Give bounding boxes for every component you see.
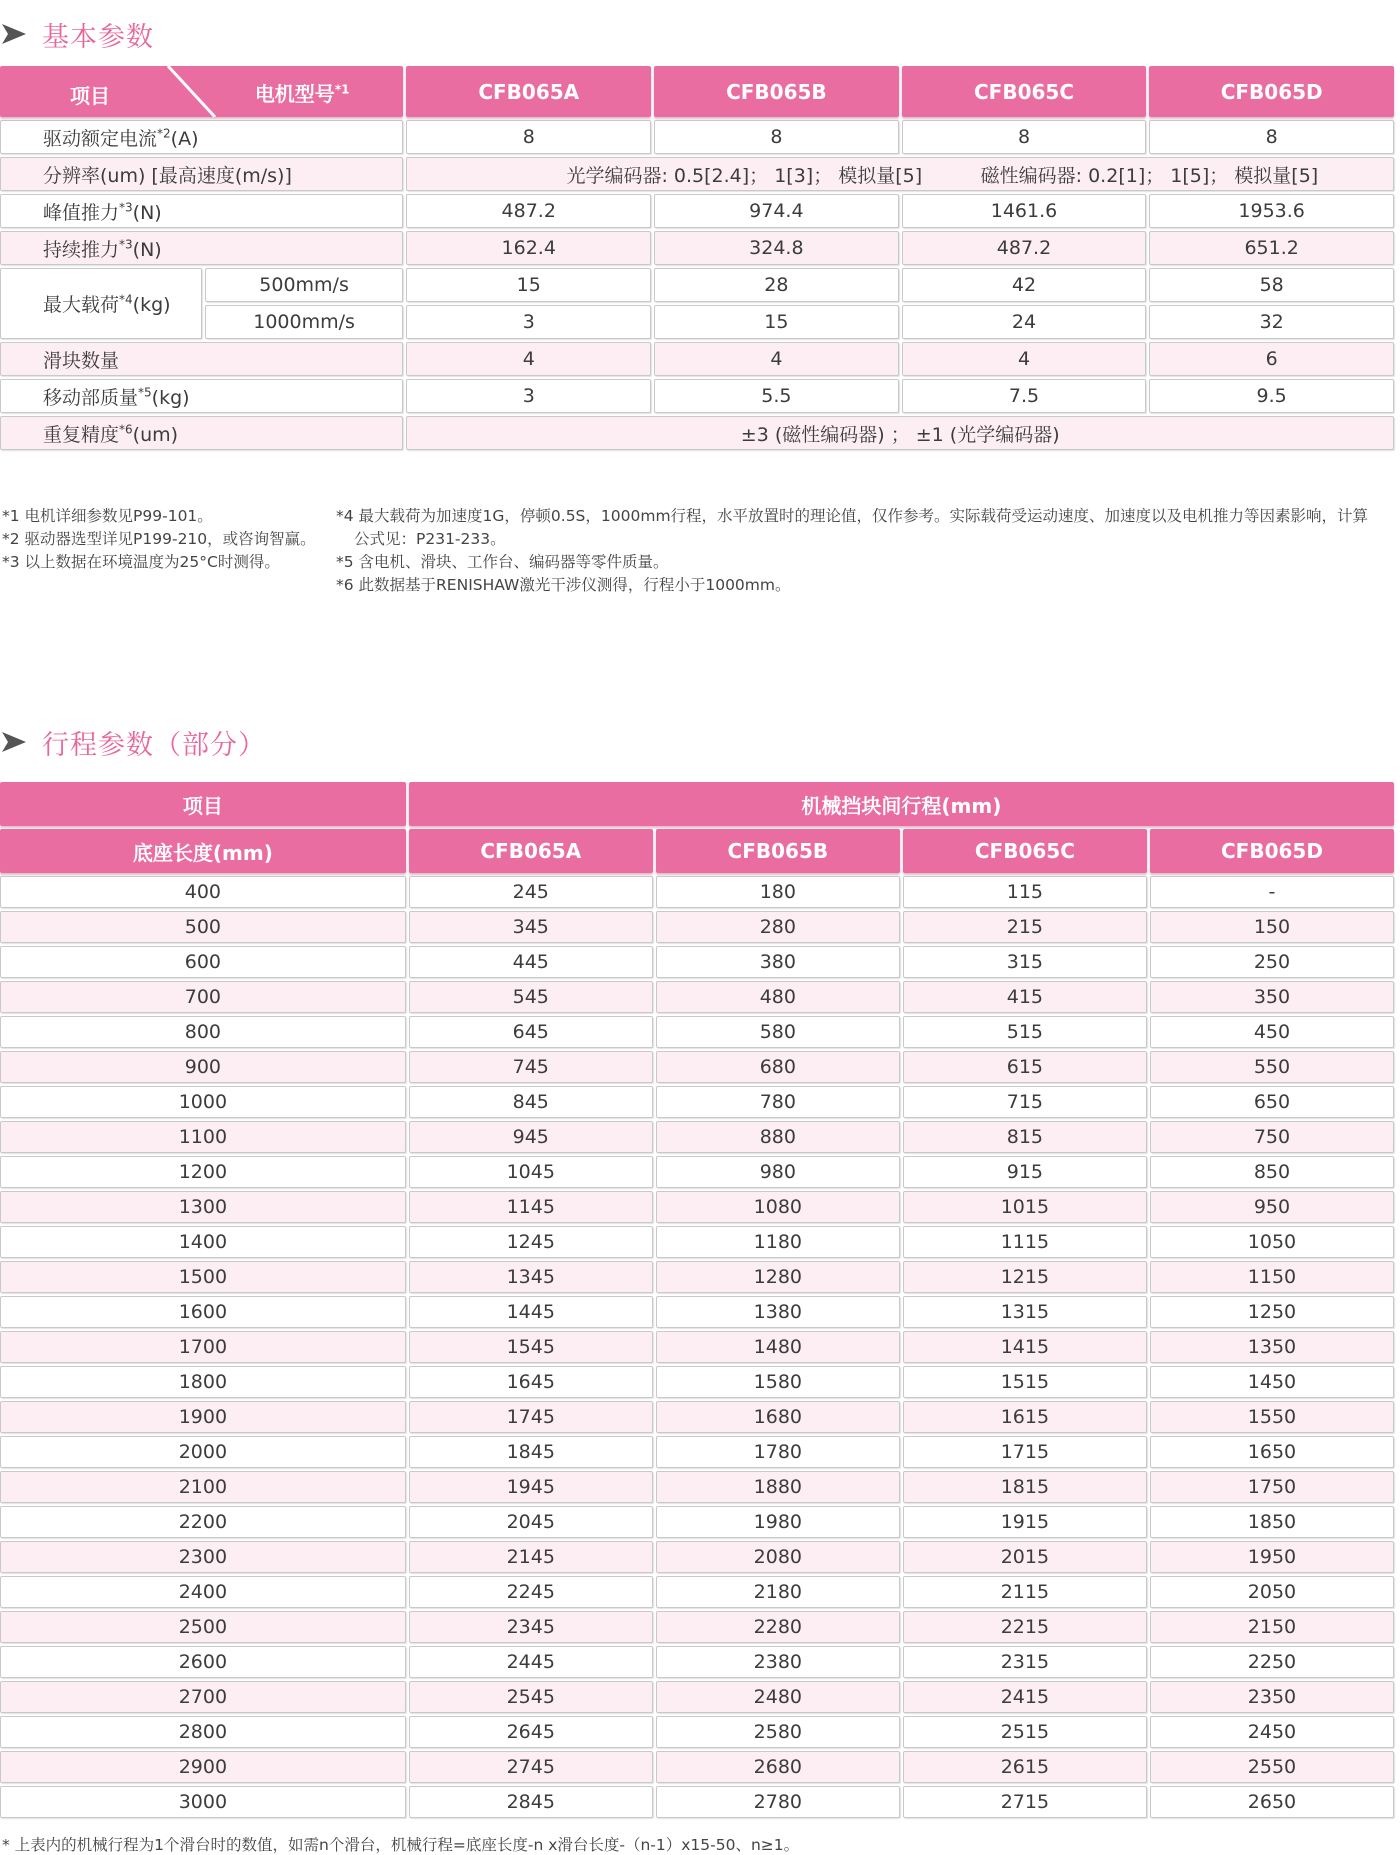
cell-stroke: 2080	[656, 1541, 900, 1573]
cell-stroke: 315	[903, 946, 1147, 978]
cell-stroke: 115	[903, 876, 1147, 908]
cell-base-length: 2300	[0, 1541, 406, 1573]
table-row	[0, 876, 1394, 908]
note-item: *2 驱动器选型详见P199-210，或咨询智赢。	[2, 530, 316, 548]
cell-stroke: 715	[903, 1086, 1147, 1118]
cell-base-length: 800	[0, 1016, 406, 1048]
cell-stroke: 450	[1150, 1016, 1394, 1048]
cell-base-length: 1000	[0, 1086, 406, 1118]
stroke-footnote: * 上表内的机械行程为1个滑台时的数值，如需n个滑台，机械行程=底座长度-n x滑台长度-（n-1）x15-50、n≥1。	[2, 1836, 800, 1854]
cell-stroke: 2780	[656, 1786, 900, 1818]
cell-stroke: 150	[1150, 911, 1394, 943]
cell-stroke: 1680	[656, 1401, 900, 1433]
arrow-icon	[0, 727, 30, 757]
cell-stroke: 515	[903, 1016, 1147, 1048]
note-item: *3 以上数据在环境温度为25°C时测得。	[2, 553, 280, 571]
cell-value: 42	[902, 268, 1147, 302]
header-model-b: CFB065B	[656, 829, 900, 873]
row-label: 最大载荷$^{*4}$(kg)	[0, 268, 202, 339]
cell-stroke: 1415	[903, 1331, 1147, 1363]
cell-value: 28	[654, 268, 899, 302]
table-row	[0, 1016, 1394, 1048]
cell-stroke: 1245	[409, 1226, 653, 1258]
table-row	[0, 1366, 1394, 1398]
cell-stroke: 1650	[1150, 1436, 1394, 1468]
resolution-magnetic: 磁性编码器: 0.2[1]； 1[5]； 模拟量[5]	[980, 164, 1319, 187]
table-row	[0, 1261, 1394, 1293]
cell-stroke: 1845	[409, 1436, 653, 1468]
cell-stroke: 1015	[903, 1191, 1147, 1223]
cell-base-length: 900	[0, 1051, 406, 1083]
cell-stroke: 1045	[409, 1156, 653, 1188]
row-label: 滑块数量	[0, 342, 403, 376]
cell-stroke: 1115	[903, 1226, 1147, 1258]
row-continuous-force	[0, 231, 1394, 265]
cell-stroke: 1780	[656, 1436, 900, 1468]
cell-stroke: 1945	[409, 1471, 653, 1503]
cell-stroke: 650	[1150, 1086, 1394, 1118]
cell-stroke: 950	[1150, 1191, 1394, 1223]
notes-right	[336, 505, 1398, 597]
cell-stroke: 215	[903, 911, 1147, 943]
basic-params-table	[0, 63, 1397, 453]
row-label: 分辨率(um) [最高速度(m/s)]	[0, 157, 403, 191]
header-item: 项目	[0, 782, 406, 826]
table-row	[0, 1296, 1394, 1328]
arrow-icon	[0, 19, 30, 49]
cell-stroke: 1380	[656, 1296, 900, 1328]
table-row	[0, 1401, 1394, 1433]
cell-value: 8	[902, 120, 1147, 154]
cell-stroke: 750	[1150, 1121, 1394, 1153]
cell-stroke: 1545	[409, 1331, 653, 1363]
cell-stroke: 2580	[656, 1716, 900, 1748]
notes-left	[2, 505, 316, 574]
cell-stroke: 280	[656, 911, 900, 943]
cell-base-length: 2100	[0, 1471, 406, 1503]
cell-base-length: 1100	[0, 1121, 406, 1153]
cell-base-length: 700	[0, 981, 406, 1013]
cell-stroke: 1850	[1150, 1506, 1394, 1538]
cell-stroke: 880	[656, 1121, 900, 1153]
table-row	[0, 1226, 1394, 1258]
cell-base-length: 1800	[0, 1366, 406, 1398]
cell-stroke: 1180	[656, 1226, 900, 1258]
cell-value: 4	[406, 342, 651, 376]
cell-value: 487.2	[902, 231, 1147, 265]
cell-stroke: 2115	[903, 1576, 1147, 1608]
header-model-c: CFB065C	[902, 66, 1147, 117]
cell-stroke: 250	[1150, 946, 1394, 978]
cell-base-length: 400	[0, 876, 406, 908]
cell-value: 8	[1149, 120, 1394, 154]
cell-stroke: 780	[656, 1086, 900, 1118]
row-label: 持续推力$^{*3}$(N)	[0, 231, 403, 265]
cell-stroke: 1715	[903, 1436, 1147, 1468]
cell-stroke: 380	[656, 946, 900, 978]
row-moving-mass	[0, 379, 1394, 413]
cell-stroke: 345	[409, 911, 653, 943]
section-stroke-title	[0, 722, 266, 762]
cell-base-length: 1600	[0, 1296, 406, 1328]
cell-base-length: 2200	[0, 1506, 406, 1538]
header-item-motor	[0, 66, 403, 117]
cell-base-length: 500	[0, 911, 406, 943]
table-row	[0, 1681, 1394, 1713]
cell-stroke: 1580	[656, 1366, 900, 1398]
row-peak-force	[0, 194, 1394, 228]
cell-stroke: 1950	[1150, 1541, 1394, 1573]
cell-stroke: 945	[409, 1121, 653, 1153]
cell-stroke: 845	[409, 1086, 653, 1118]
row-current	[0, 120, 1394, 154]
cell-stroke: 1145	[409, 1191, 653, 1223]
cell-stroke: 1515	[903, 1366, 1147, 1398]
header-model-a: CFB065A	[406, 66, 651, 117]
cell-stroke: 1480	[656, 1331, 900, 1363]
cell-stroke: 2645	[409, 1716, 653, 1748]
table-row	[0, 1611, 1394, 1643]
cell-base-length: 2700	[0, 1681, 406, 1713]
cell-stroke: -	[1150, 876, 1394, 908]
cell-stroke: 1050	[1150, 1226, 1394, 1258]
cell-stroke: 1615	[903, 1401, 1147, 1433]
table-row	[0, 1436, 1394, 1468]
cell-stroke: 1215	[903, 1261, 1147, 1293]
cell-stroke: 1550	[1150, 1401, 1394, 1433]
table-row	[0, 1331, 1394, 1363]
row-label: 移动部质量$^{*5}$(kg)	[0, 379, 403, 413]
cell-stroke: 2650	[1150, 1786, 1394, 1818]
header-base-length: 底座长度(mm)	[0, 829, 406, 873]
header-model-d: CFB065D	[1149, 66, 1394, 117]
cell-value: 487.2	[406, 194, 651, 228]
cell-stroke: 2445	[409, 1646, 653, 1678]
speed-label: 500mm/s	[205, 268, 404, 302]
cell-stroke: 745	[409, 1051, 653, 1083]
table-row	[0, 1541, 1394, 1573]
cell-stroke: 850	[1150, 1156, 1394, 1188]
cell-stroke: 180	[656, 876, 900, 908]
header-model-b: CFB065B	[654, 66, 899, 117]
table-row	[0, 981, 1394, 1013]
cell-stroke: 1150	[1150, 1261, 1394, 1293]
cell-stroke: 1815	[903, 1471, 1147, 1503]
header-model-a: CFB065A	[409, 829, 653, 873]
section-title-text: 基本参数	[42, 21, 154, 53]
cell-stroke: 445	[409, 946, 653, 978]
table-row	[0, 1086, 1394, 1118]
cell-value: 58	[1149, 268, 1394, 302]
table-row	[0, 1191, 1394, 1223]
cell-value: 3	[406, 305, 651, 339]
cell-stroke: 2045	[409, 1506, 653, 1538]
cell-stroke: 2280	[656, 1611, 900, 1643]
table-row	[0, 1646, 1394, 1678]
cell-stroke: 2515	[903, 1716, 1147, 1748]
cell-repeatability: ±3 (磁性编码器) ； ±1 (光学编码器)	[406, 416, 1394, 450]
cell-stroke: 1350	[1150, 1331, 1394, 1363]
cell-stroke: 2245	[409, 1576, 653, 1608]
cell-value: 3	[406, 379, 651, 413]
note-item: *5 含电机、滑块、工作台、编码器等零件质量。	[336, 553, 669, 571]
cell-stroke: 1250	[1150, 1296, 1394, 1328]
cell-stroke: 680	[656, 1051, 900, 1083]
cell-base-length: 2000	[0, 1436, 406, 1468]
cell-stroke: 2150	[1150, 1611, 1394, 1643]
cell-stroke: 2350	[1150, 1681, 1394, 1713]
cell-stroke: 2215	[903, 1611, 1147, 1643]
cell-value: 15	[654, 305, 899, 339]
cell-base-length: 2900	[0, 1751, 406, 1783]
cell-base-length: 1200	[0, 1156, 406, 1188]
cell-base-length: 2800	[0, 1716, 406, 1748]
cell-stroke: 1345	[409, 1261, 653, 1293]
cell-stroke: 615	[903, 1051, 1147, 1083]
note-item: 公式见：P231-233。	[354, 530, 506, 548]
table-row	[0, 1786, 1394, 1818]
cell-stroke: 1445	[409, 1296, 653, 1328]
cell-value: 1461.6	[902, 194, 1147, 228]
cell-value: 4	[654, 342, 899, 376]
cell-stroke: 2380	[656, 1646, 900, 1678]
stroke-params-table	[0, 779, 1397, 1821]
note-item: *1 电机详细参数见P99-101。	[2, 507, 213, 525]
cell-stroke: 1280	[656, 1261, 900, 1293]
cell-stroke: 1645	[409, 1366, 653, 1398]
cell-value: 8	[654, 120, 899, 154]
header-item-label: 项目	[70, 84, 110, 108]
cell-stroke: 1880	[656, 1471, 900, 1503]
cell-base-length: 2600	[0, 1646, 406, 1678]
cell-stroke: 1745	[409, 1401, 653, 1433]
cell-stroke: 2450	[1150, 1716, 1394, 1748]
speed-label: 1000mm/s	[205, 305, 404, 339]
cell-base-length: 1300	[0, 1191, 406, 1223]
cell-value: 651.2	[1149, 231, 1394, 265]
cell-stroke: 980	[656, 1156, 900, 1188]
cell-base-length: 1400	[0, 1226, 406, 1258]
row-max-load-1000	[0, 305, 1394, 339]
cell-value: 9.5	[1149, 379, 1394, 413]
cell-value: 32	[1149, 305, 1394, 339]
table-row	[0, 1506, 1394, 1538]
cell-stroke: 2745	[409, 1751, 653, 1783]
table-row	[0, 946, 1394, 978]
cell-value: 8	[406, 120, 651, 154]
cell-stroke: 2715	[903, 1786, 1147, 1818]
cell-base-length: 1900	[0, 1401, 406, 1433]
cell-stroke: 1315	[903, 1296, 1147, 1328]
header-model-c: CFB065C	[903, 829, 1147, 873]
cell-stroke: 2250	[1150, 1646, 1394, 1678]
row-label: 重复精度$^{*6}$(um)	[0, 416, 403, 450]
header-stroke-group: 机械挡块间行程(mm)	[409, 782, 1394, 826]
row-label: 驱动额定电流$^{*2}$(A)	[0, 120, 403, 154]
cell-stroke: 480	[656, 981, 900, 1013]
cell-value: 7.5	[902, 379, 1147, 413]
cell-value: 5.5	[654, 379, 899, 413]
row-repeatability	[0, 416, 1394, 450]
cell-stroke: 350	[1150, 981, 1394, 1013]
table-row	[0, 1576, 1394, 1608]
cell-value: 324.8	[654, 231, 899, 265]
cell-base-length: 3000	[0, 1786, 406, 1818]
cell-base-length: 1500	[0, 1261, 406, 1293]
table-row	[0, 911, 1394, 943]
row-label: 峰值推力$^{*3}$(N)	[0, 194, 403, 228]
cell-value: 24	[902, 305, 1147, 339]
cell-value: 974.4	[654, 194, 899, 228]
note-item: *4 最大载荷为加速度1G，停顿0.5S，1000mm行程，水平放置时的理论值，仅作参考。实际载荷受运动速度、加速度以及电机推力等因素影响，计算	[336, 507, 1369, 525]
row-max-load-500	[0, 268, 1394, 302]
cell-value: 6	[1149, 342, 1394, 376]
table-row	[0, 1156, 1394, 1188]
cell-stroke: 1750	[1150, 1471, 1394, 1503]
cell-base-length: 600	[0, 946, 406, 978]
cell-stroke: 2180	[656, 1576, 900, 1608]
table-row	[0, 1751, 1394, 1783]
cell-stroke: 2680	[656, 1751, 900, 1783]
cell-stroke: 545	[409, 981, 653, 1013]
cell-base-length: 2400	[0, 1576, 406, 1608]
cell-stroke: 2480	[656, 1681, 900, 1713]
cell-base-length: 1700	[0, 1331, 406, 1363]
cell-stroke: 915	[903, 1156, 1147, 1188]
section-title-text: 行程参数（部分）	[42, 729, 266, 761]
cell-stroke: 2415	[903, 1681, 1147, 1713]
header-model-d: CFB065D	[1150, 829, 1394, 873]
cell-stroke: 645	[409, 1016, 653, 1048]
cell-stroke: 2550	[1150, 1751, 1394, 1783]
cell-value: 4	[902, 342, 1147, 376]
cell-stroke: 2050	[1150, 1576, 1394, 1608]
table-row	[0, 1051, 1394, 1083]
cell-value: 162.4	[406, 231, 651, 265]
cell-stroke: 1080	[656, 1191, 900, 1223]
cell-value: 1953.6	[1149, 194, 1394, 228]
cell-stroke: 2545	[409, 1681, 653, 1713]
table-row	[0, 1716, 1394, 1748]
cell-stroke: 2345	[409, 1611, 653, 1643]
note-item: *6 此数据基于RENISHAW激光干涉仪测得，行程小于1000mm。	[336, 576, 791, 594]
cell-stroke: 2015	[903, 1541, 1147, 1573]
cell-stroke: 415	[903, 981, 1147, 1013]
cell-stroke: 1980	[656, 1506, 900, 1538]
cell-stroke: 2315	[903, 1646, 1147, 1678]
row-sliders	[0, 342, 1394, 376]
cell-stroke: 2615	[903, 1751, 1147, 1783]
cell-value: 15	[406, 268, 651, 302]
table-row	[0, 1471, 1394, 1503]
cell-stroke: 2145	[409, 1541, 653, 1573]
cell-stroke: 815	[903, 1121, 1147, 1153]
cell-stroke: 550	[1150, 1051, 1394, 1083]
cell-resolution	[406, 157, 1394, 191]
cell-stroke: 245	[409, 876, 653, 908]
cell-stroke: 580	[656, 1016, 900, 1048]
cell-stroke: 1915	[903, 1506, 1147, 1538]
resolution-optical: 光学编码器: 0.5[2.4]； 1[3]； 模拟量[5]	[566, 164, 923, 187]
cell-base-length: 2500	[0, 1611, 406, 1643]
header-motor-label: 电机型号$^{*1}$	[254, 82, 350, 106]
row-resolution	[0, 157, 1394, 191]
cell-stroke: 2845	[409, 1786, 653, 1818]
cell-stroke: 1450	[1150, 1366, 1394, 1398]
section-basic-title	[0, 14, 154, 54]
table-row	[0, 1121, 1394, 1153]
